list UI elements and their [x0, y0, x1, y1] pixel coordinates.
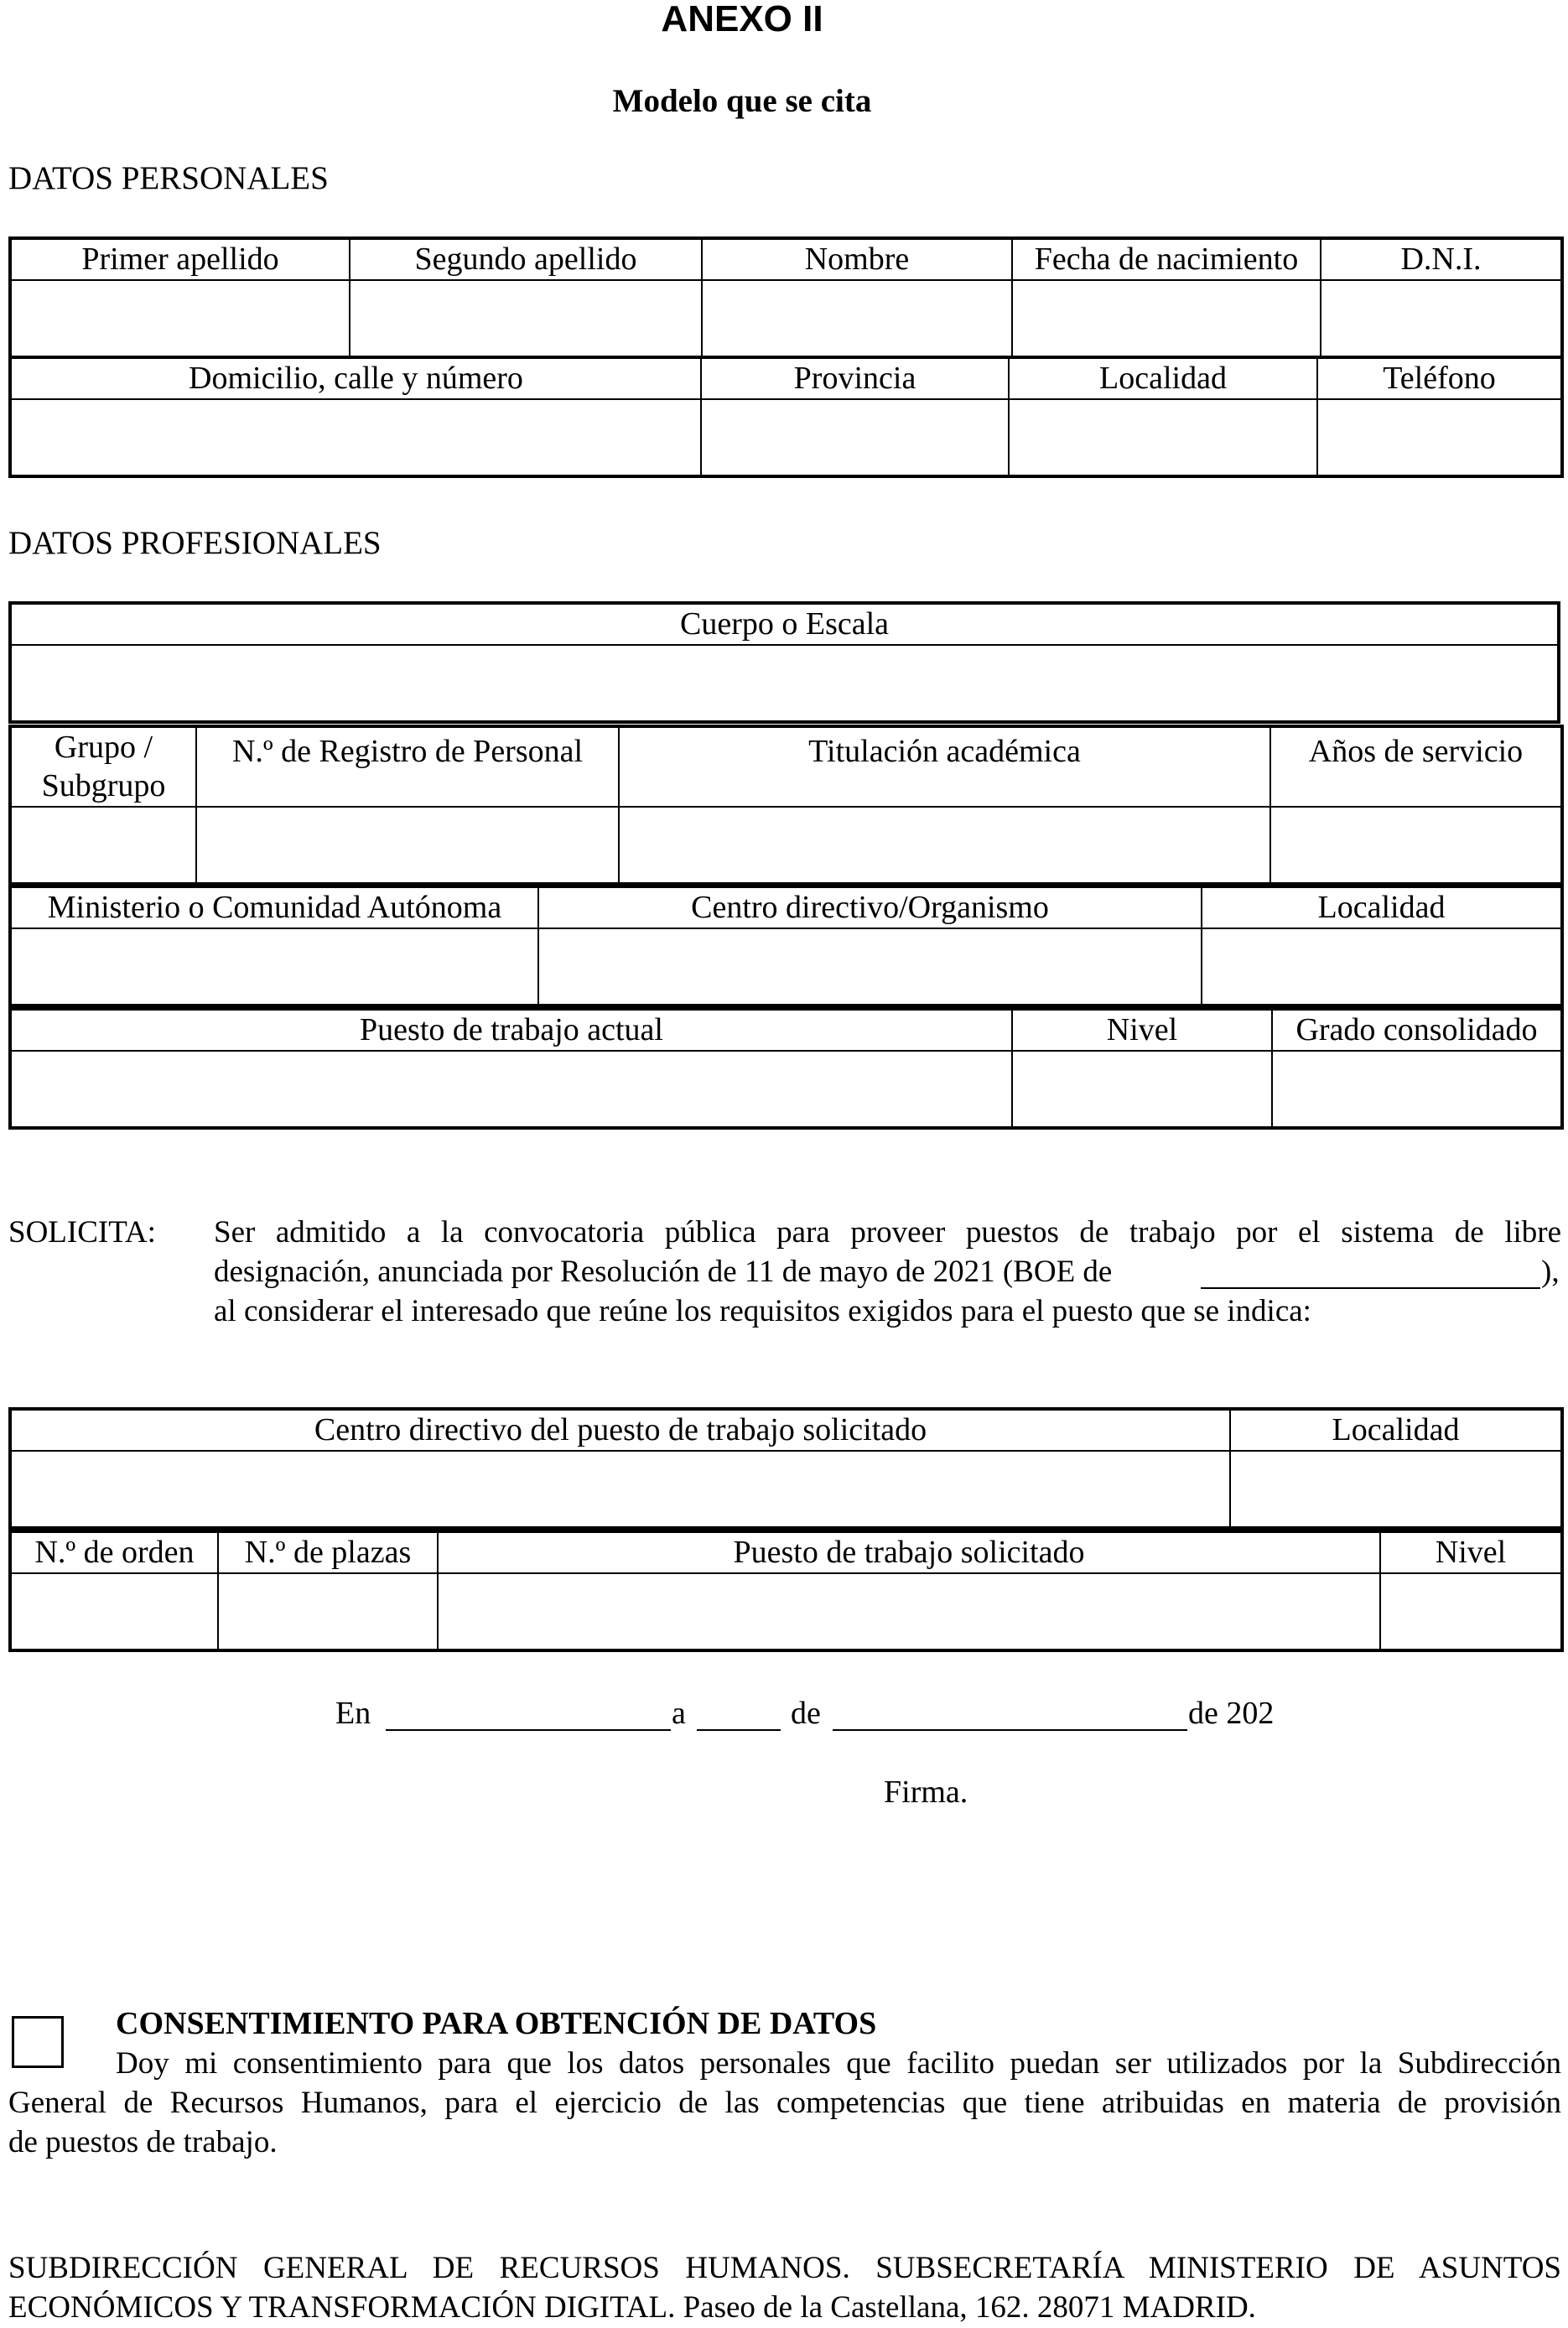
- input-centro-directivo[interactable]: [538, 928, 1202, 1006]
- header-grado: Grado consolidado: [1272, 1009, 1562, 1051]
- header-registro: N.º de Registro de Personal: [196, 726, 619, 807]
- header-plazas: N.º de plazas: [218, 1531, 438, 1573]
- input-registro[interactable]: [196, 807, 619, 884]
- header-provincia: Provincia: [701, 357, 1009, 399]
- input-puesto-solicitado[interactable]: [438, 1573, 1380, 1650]
- solicita-line-2-text: designación, anunciada por Resolución de 11 de mayo de 2021 (BOE de: [214, 1255, 1113, 1289]
- input-telefono[interactable]: [1317, 399, 1562, 476]
- signature-en: En: [335, 1696, 371, 1731]
- day-field[interactable]: [697, 1702, 781, 1731]
- input-ministerio[interactable]: [10, 928, 538, 1006]
- header-centro-solicitado: Centro directivo del puesto de trabajo solicitado: [10, 1409, 1230, 1451]
- header-grupo: Grupo / Subgrupo: [10, 726, 196, 807]
- header-dni: D.N.I.: [1321, 238, 1562, 280]
- header-nivel-actual: Nivel: [1012, 1009, 1272, 1051]
- signature-firma: Firma.: [884, 1775, 968, 1810]
- registro-table: [8, 725, 1564, 886]
- input-fecha-nacimiento[interactable]: [1012, 280, 1321, 357]
- input-nivel-solicitado[interactable]: [1380, 1573, 1562, 1650]
- header-titulacion: Titulación académica: [619, 726, 1270, 807]
- input-plazas[interactable]: [218, 1573, 438, 1650]
- input-domicilio[interactable]: [10, 399, 701, 476]
- requested-centro-table: [8, 1407, 1564, 1530]
- place-field[interactable]: [386, 1702, 671, 1731]
- header-localidad-prof: Localidad: [1202, 886, 1562, 928]
- header-orden: N.º de orden: [10, 1531, 218, 1573]
- header-segundo-apellido: Segundo apellido: [350, 238, 702, 280]
- header-centro-directivo: Centro directivo/Organismo: [538, 886, 1202, 928]
- header-nombre: Nombre: [702, 238, 1012, 280]
- boe-date-field[interactable]: [1201, 1260, 1540, 1289]
- personal-data-table: [8, 236, 1564, 359]
- footer-line-2: ECONÓMICOS Y TRANSFORMACIÓN DIGITAL. Paseo de la Castellana, 162. 28071 MADRID.: [8, 2290, 1256, 2325]
- consent-line-1: Doy mi consentimiento para que los datos personales que facilito puedan ser utilizados por la Subdirección: [116, 2046, 1561, 2081]
- annex-title: ANEXO II: [661, 0, 823, 39]
- input-titulacion[interactable]: [619, 807, 1270, 884]
- input-nombre[interactable]: [702, 280, 1012, 357]
- header-puesto-actual: Puesto de trabajo actual: [10, 1009, 1012, 1051]
- input-provincia[interactable]: [701, 399, 1009, 476]
- input-nivel-actual[interactable]: [1012, 1051, 1272, 1128]
- consent-title: CONSENTIMIENTO PARA OBTENCIÓN DE DATOS: [116, 2006, 877, 2041]
- consent-line-2: General de Recursos Humanos, para el ejercicio de las competencias que tiene atribuidas en materia de provisión: [8, 2086, 1561, 2120]
- header-primer-apellido: Primer apellido: [10, 238, 350, 280]
- header-localidad-solicitado: Localidad: [1230, 1409, 1562, 1451]
- solicita-line-2: [214, 1252, 1112, 1291]
- header-cuerpo: Cuerpo o Escala: [10, 603, 1559, 645]
- header-puesto-solicitado: Puesto de trabajo solicitado: [438, 1531, 1380, 1573]
- header-nivel-solicitado: Nivel: [1380, 1531, 1562, 1573]
- month-field[interactable]: [833, 1702, 1187, 1731]
- header-localidad: Localidad: [1009, 357, 1317, 399]
- header-anios: Años de servicio: [1270, 726, 1562, 807]
- consent-line-3: de puestos de trabajo.: [8, 2125, 278, 2159]
- puesto-actual-table: [8, 1007, 1564, 1130]
- header-ministerio: Ministerio o Comunidad Autónoma: [10, 886, 538, 928]
- cuerpo-table: [8, 601, 1560, 724]
- input-orden[interactable]: [10, 1573, 218, 1650]
- consent-checkbox[interactable]: [12, 2016, 64, 2068]
- input-dni[interactable]: [1321, 280, 1562, 357]
- header-telefono: Teléfono: [1317, 357, 1562, 399]
- input-centro-solicitado[interactable]: [10, 1451, 1230, 1528]
- input-anios[interactable]: [1270, 807, 1562, 884]
- input-grado[interactable]: [1272, 1051, 1562, 1128]
- input-localidad[interactable]: [1009, 399, 1317, 476]
- signature-year: de 202: [1188, 1696, 1275, 1731]
- personal-section-title: DATOS PERSONALES: [8, 160, 329, 196]
- input-primer-apellido[interactable]: [10, 280, 350, 357]
- input-cuerpo[interactable]: [10, 645, 1559, 722]
- signature-de: de: [791, 1696, 821, 1731]
- input-puesto-actual[interactable]: [10, 1051, 1012, 1128]
- input-localidad-prof[interactable]: [1202, 928, 1562, 1006]
- header-fecha-nacimiento: Fecha de nacimiento: [1012, 238, 1321, 280]
- annex-subtitle: Modelo que se cita: [612, 83, 872, 119]
- solicita-label: SOLICITA:: [8, 1215, 156, 1250]
- footer-line-1: SUBDIRECCIÓN GENERAL DE RECURSOS HUMANOS. SUBSECRETARÍA MINISTERIO DE ASUNTOS: [8, 2251, 1561, 2285]
- signature-a: a: [672, 1696, 686, 1731]
- input-localidad-solicitado[interactable]: [1230, 1451, 1562, 1528]
- requested-puesto-table: [8, 1530, 1564, 1652]
- header-domicilio: Domicilio, calle y número: [10, 357, 701, 399]
- input-grupo[interactable]: [10, 807, 196, 884]
- solicita-line-1: Ser admitido a la convocatoria pública para proveer puestos de trabajo por el sistema de libre: [214, 1215, 1561, 1250]
- solicita-line-3: al considerar el interesado que reúne los requisitos exigidos para el puesto que se indica:: [214, 1294, 1311, 1328]
- input-segundo-apellido[interactable]: [350, 280, 702, 357]
- address-table: [8, 356, 1564, 478]
- solicita-line-2-end: ),: [1541, 1255, 1560, 1289]
- ministerio-table: [8, 885, 1564, 1007]
- professional-section-title: DATOS PROFESIONALES: [8, 525, 382, 561]
